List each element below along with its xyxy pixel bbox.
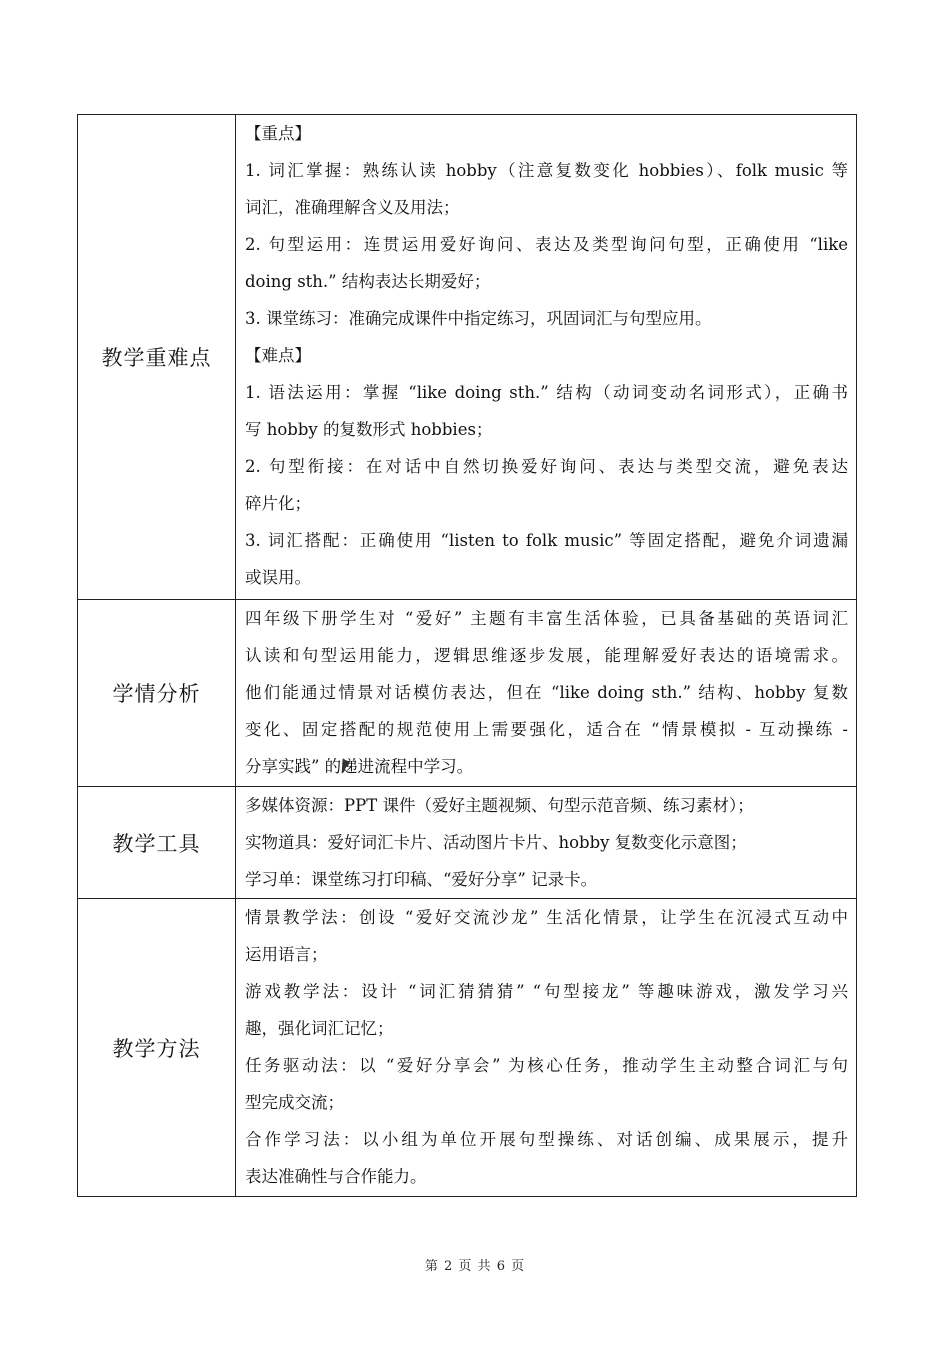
content-line: 情景教学法：创设 “爱好交流沙龙” 生活化情景，让学生在沉浸式互动中 xyxy=(245,908,848,927)
teaching-methods-content xyxy=(236,899,857,1197)
content-line: 任务驱动法：以 “爱好分享会” 为核心任务，推动学生主动整合词汇与句 xyxy=(245,1056,848,1075)
content-line: 四年级下册学生对 “爱好” 主题有丰富生活体验，已具备基础的英语词汇 xyxy=(245,609,848,628)
section-heading-key: 【重点】 xyxy=(245,124,311,143)
content-line: 型完成交流； xyxy=(245,1093,344,1112)
table-row-teaching-methods xyxy=(78,899,857,1197)
content-line: 游戏教学法：设计 “词汇猜猜猜” “句型接龙” 等趣味游戏，激发学习兴 xyxy=(245,982,848,1001)
content-line: 他们能通过情景对话模仿表达，但在 “like doing sth.” 结构、hobby 复数 xyxy=(245,683,848,702)
content-line: 多媒体资源：PPT 课件（爱好主题视频、句型示范音频、练习素材）； xyxy=(245,796,754,815)
content-line: 2. 句型衔接：在对话中自然切换爱好询问、表达与类型交流，避免表达 xyxy=(245,457,848,476)
teaching-tools-content xyxy=(236,787,857,899)
content-line: 词汇，准确理解含义及用法； xyxy=(245,198,460,217)
row-label-teaching-tools: 教学工具 xyxy=(78,787,236,899)
content-line: 变化、固定搭配的规范使用上需要强化，适合在 “情景模拟 - 互动操练 - xyxy=(245,720,848,739)
content-line: 运用语言； xyxy=(245,945,328,964)
table-row-teaching-tools xyxy=(78,787,857,899)
row-label-teaching-methods: 教学方法 xyxy=(78,899,236,1197)
content-line: 1. 语法运用：掌握 “like doing sth.” 结构（动词变动名词形式），正确书 xyxy=(245,383,848,402)
row-label-student-analysis: 学情分析 xyxy=(78,600,236,787)
table-row-key-points xyxy=(78,115,857,600)
content-line: 3. 词汇搭配：正确使用 “listen to folk music” 等固定搭配，避免介词遗漏 xyxy=(245,531,848,550)
key-points-content xyxy=(236,115,857,600)
content-line: 实物道具：爱好词汇卡片、活动图片卡片、hobby 复数变化示意图； xyxy=(245,833,747,852)
section-heading-difficult: 【难点】 xyxy=(245,346,311,365)
content-line: 学习单：课堂练习打印稿、“爱好分享” 记录卡。 xyxy=(245,870,598,889)
table-row-student-analysis xyxy=(78,600,857,787)
content-line: 3. 课堂练习：准确完成课件中指定练习，巩固词汇与句型应用。 xyxy=(245,309,712,328)
content-line: 写 hobby 的复数形式 hobbies； xyxy=(245,420,493,439)
content-line: 分享实践” 的递进流程中学习。 xyxy=(245,757,474,776)
lesson-plan-table xyxy=(77,114,857,1197)
content-line: 趣，强化词汇记忆； xyxy=(245,1019,394,1038)
content-line: 认读和句型运用能力，逻辑思维逐步发展，能理解爱好表达的语境需求。 xyxy=(245,646,848,665)
content-line: 2. 句型运用：连贯运用爱好询问、表达及类型询问句型，正确使用 “like xyxy=(245,235,848,254)
content-line: 表达准确性与合作能力。 xyxy=(245,1167,427,1186)
content-line: 1. 词汇掌握：熟练认读 hobby（注意复数变化 hobbies）、folk music 等 xyxy=(245,161,848,180)
content-line: doing sth.” 结构表达长期爱好； xyxy=(245,272,491,291)
content-line: 合作学习法：以小组为单位开展句型操练、对话创编、成果展示，提升 xyxy=(245,1130,848,1149)
row-label-key-points: 教学重难点 xyxy=(78,115,236,600)
content-line: 或误用。 xyxy=(245,568,311,587)
student-analysis-content xyxy=(236,600,857,787)
page-number: 第 2 页 共 6 页 xyxy=(424,1259,526,1274)
content-line: 碎片化； xyxy=(245,494,311,513)
